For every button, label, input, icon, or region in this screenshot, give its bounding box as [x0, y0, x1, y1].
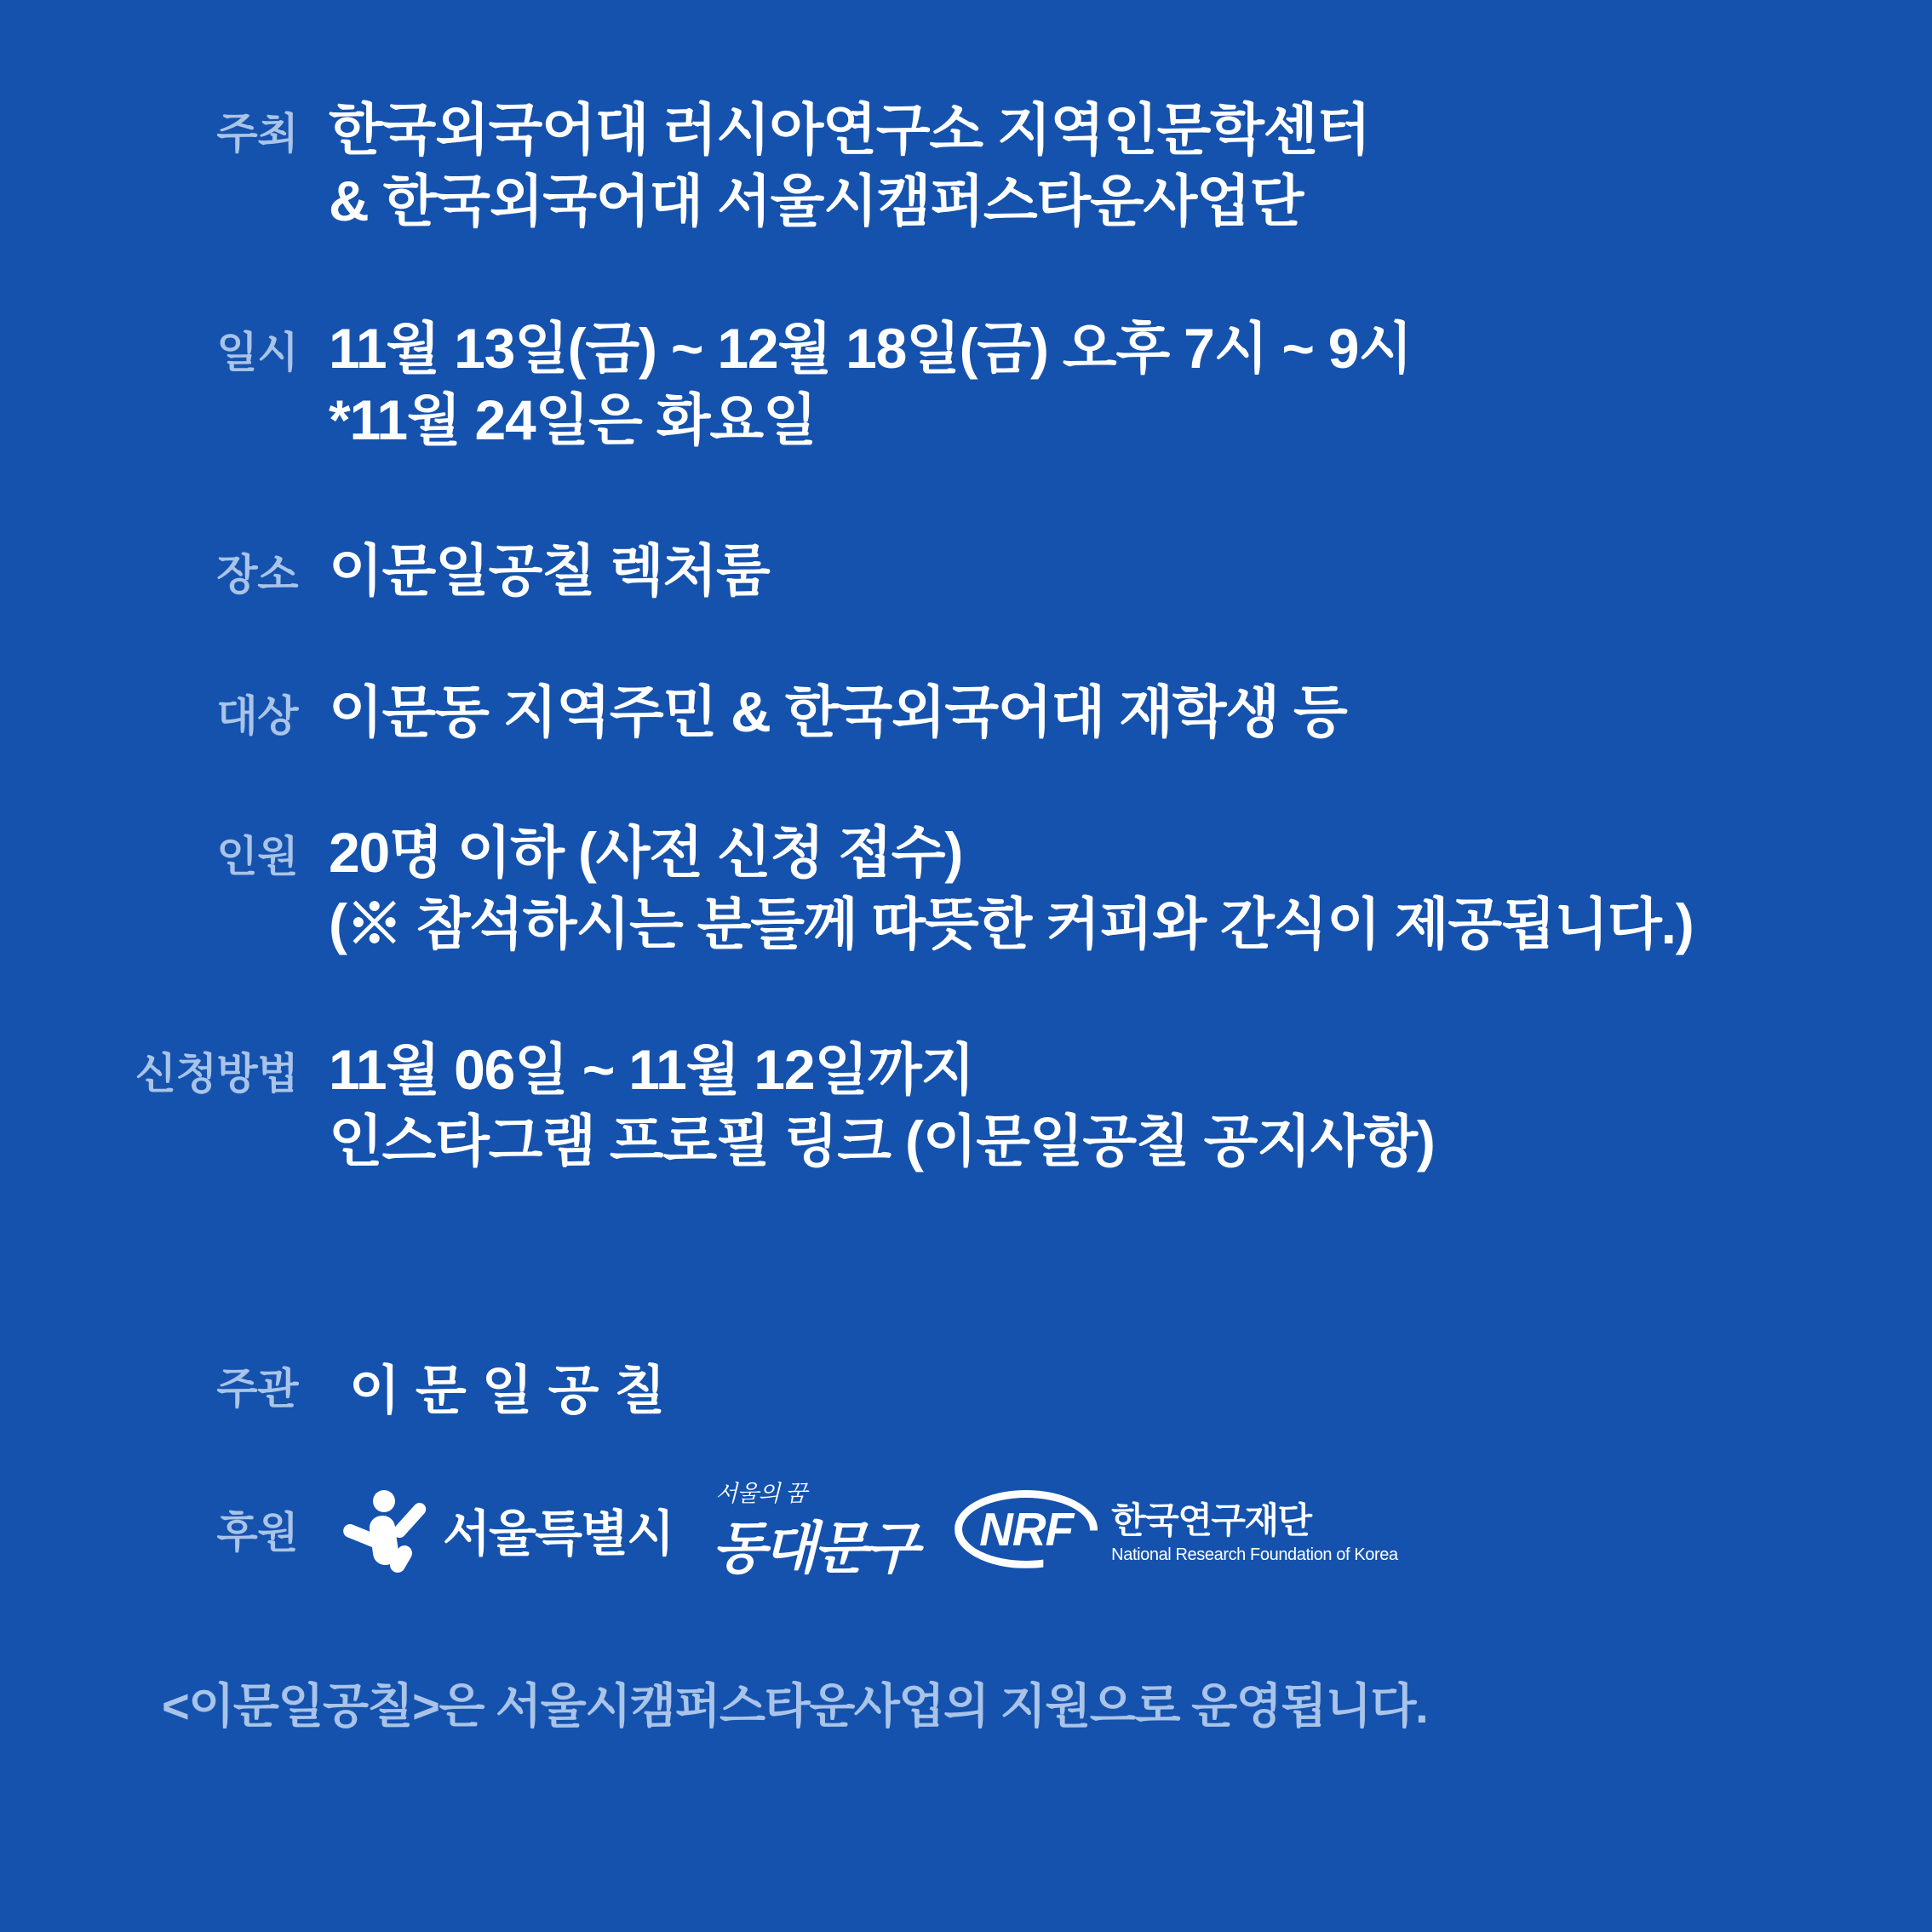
organizer-row [128, 1348, 1804, 1424]
dongdaemun-gu-logo [712, 1475, 915, 1584]
nrf-wordmark [1111, 1493, 1398, 1565]
sponsor-logo-group [298, 1475, 1398, 1584]
info-label-target: 대상 [216, 692, 298, 741]
dongdaemun-name-text: 동대문구 [712, 1516, 916, 1579]
info-value-capacity-line-2: (※ 참석하시는 분들께 따뜻한 커피와 간식이 제공됩니다.) [329, 892, 1694, 956]
seoul-metropolitan-government-logo [342, 1485, 673, 1574]
info-label-host: 주최 [216, 110, 298, 158]
seoul-haechi-figure-icon [342, 1485, 431, 1574]
info-row-date [128, 312, 1804, 456]
info-value-date-line-1: 11월 13일(금) ~ 12월 18일(금) 오후 7시 ~ 9시 [329, 316, 1412, 380]
info-value-host-line-2: & 한국외국어대 서울시캠퍼스타운사업단 [329, 169, 1304, 233]
info-row-place [128, 535, 1804, 606]
sponsor-label: 후원 [216, 1508, 298, 1556]
organizer-label: 주관 [216, 1365, 298, 1413]
info-label-place: 장소 [216, 550, 298, 599]
info-row-host [128, 94, 1804, 238]
info-value-apply-line-2[interactable]: 인스타그램 프로필 링크 (이문일공칠 공지사항) [329, 1109, 1435, 1173]
event-info-list [128, 94, 1804, 1178]
info-value-target-line-1: 이문동 지역주민 & 한국외국어대 재학생 등 [329, 680, 1347, 744]
dongdaemun-slogan-text: 서울의 꿈 [715, 1480, 806, 1506]
info-value-host [298, 94, 1804, 238]
seoul-logo-text: 서울특별시 [443, 1505, 674, 1562]
info-value-place [298, 535, 1804, 606]
organizer-value: 이문일공칠 [349, 1361, 681, 1420]
nrf-swoosh-icon [955, 1490, 1098, 1568]
info-row-apply [128, 1034, 1804, 1178]
info-value-capacity [298, 817, 1804, 960]
info-value-capacity-line-1: 20명 이하 (사전 신청 접수) [329, 820, 963, 884]
organizer-sponsor-block [128, 1348, 1804, 1584]
info-row-capacity [128, 817, 1804, 960]
info-value-host-line-1: 한국외국어대 러시아연구소 지역인문학센터 [329, 98, 1370, 161]
nrf-english-text: National Research Foundation of Korea [1111, 1545, 1398, 1565]
info-value-place-line-1: 이문일공칠 렉처룸 [329, 538, 770, 602]
info-label-capacity: 인원 [216, 832, 298, 880]
info-value-target [298, 676, 1804, 748]
info-value-date [298, 312, 1804, 456]
sponsor-row [128, 1475, 1804, 1584]
info-value-date-line-2: *11월 24일은 화요일 [329, 388, 817, 452]
info-label-date: 일시 [216, 328, 298, 376]
footer-note: <이문일공칠>은 서울시캠퍼스타운사업의 지원으로 운영됩니다. [162, 1678, 1428, 1733]
nrf-mark-text: NRF [979, 1502, 1074, 1556]
info-value-apply [298, 1034, 1804, 1178]
nrf-korean-text: 한국연구재단 [1111, 1500, 1311, 1541]
info-row-target [128, 676, 1804, 748]
nrf-logo [955, 1490, 1398, 1568]
info-label-apply: 신청방법 [135, 1049, 298, 1098]
info-value-apply-line-1: 11월 06일 ~ 11월 12일까지 [329, 1037, 974, 1101]
